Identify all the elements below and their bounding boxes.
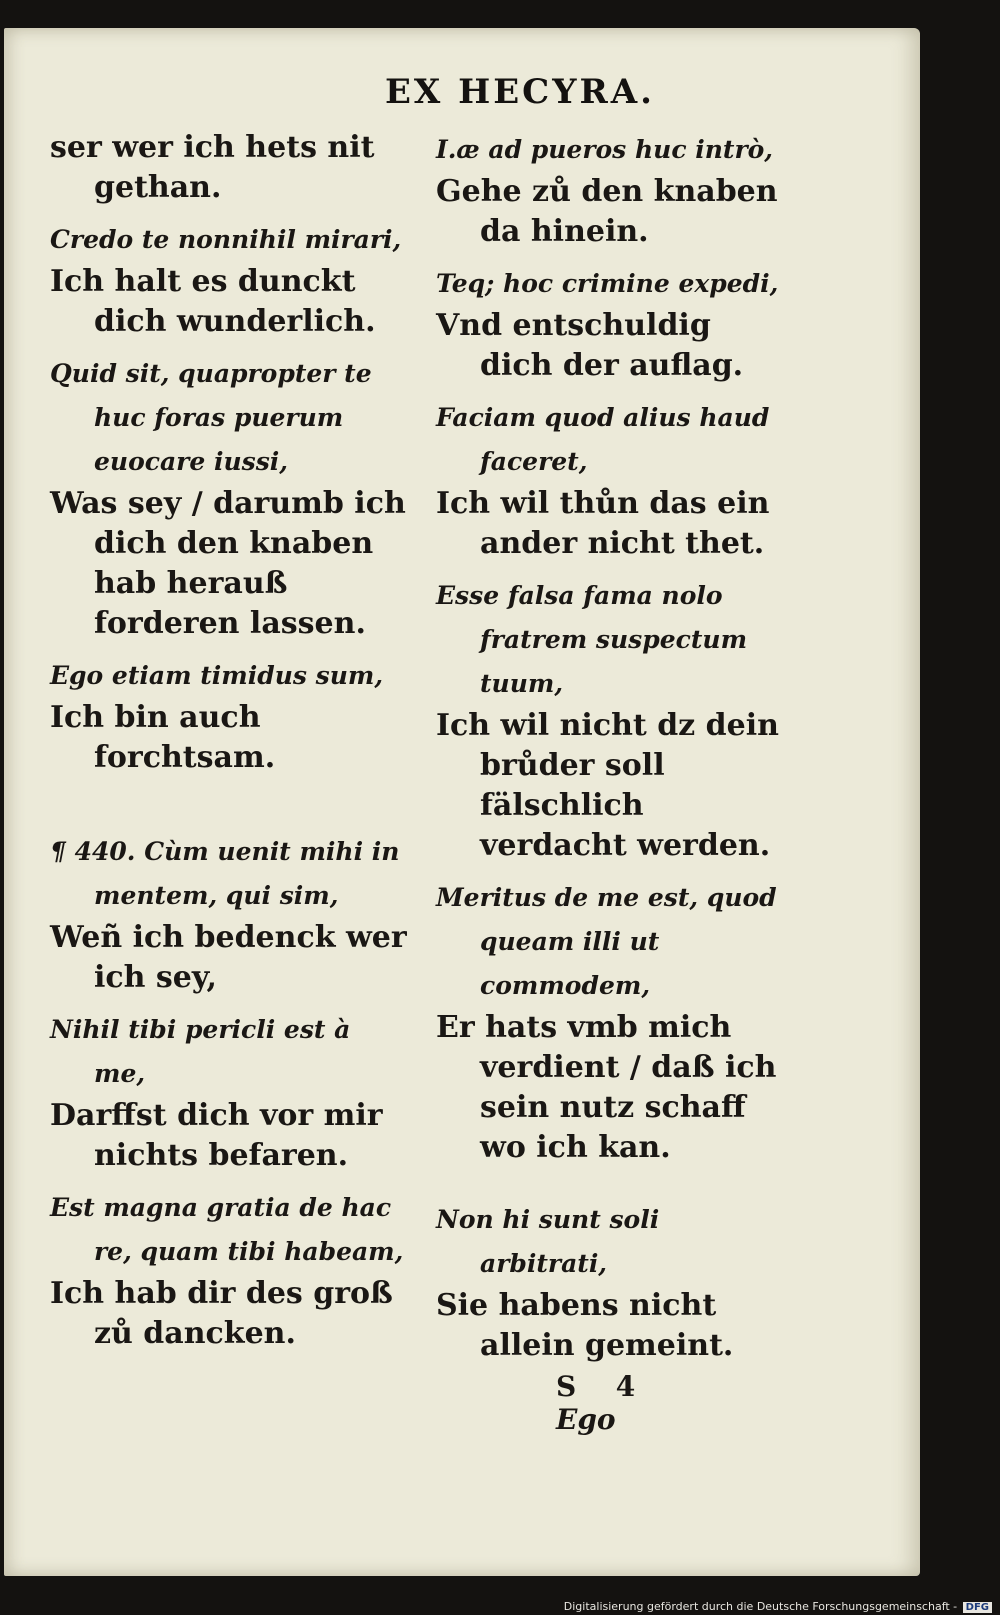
latin-line: Est magna gratia de hac re, quam tibi habeam,: [50, 1193, 404, 1266]
german-line: Er hats vmb mich verdient / daß ich sein nutz schaff wo ich kan.: [436, 1010, 777, 1165]
german-line: Darffst dich vor mir nichts befaren.: [50, 1098, 383, 1173]
latin-line: Teq; hoc crimine expedi,: [436, 269, 779, 298]
dfg-logo[interactable]: DFG: [963, 1602, 992, 1613]
latin-line: Meritus de me est, quod queam illi ut commodem,: [436, 883, 777, 1000]
latin-line-section-440: ¶ 440. Cùm uenit mihi in mentem, qui sim,: [50, 837, 400, 910]
digitization-credit: [564, 1600, 992, 1613]
german-line: Ich bin auch forchtsam.: [50, 700, 276, 775]
latin-line: Nihil tibi pericli est à me,: [50, 1015, 351, 1088]
german-line: Sie habens nicht allein gemeint.: [436, 1288, 734, 1363]
section-gap: [50, 788, 410, 830]
german-line: Gehe zů den knaben da hinein.: [436, 174, 778, 249]
german-line: Was sey / darumb ich dich den knaben hab herauß forderen lassen.: [50, 486, 406, 641]
german-line: Weñ ich bedenck wer ich sey,: [50, 920, 407, 995]
credit-text: Digitalisierung gefördert durch die Deutsche Forschungsgemeinschaft -: [563, 1600, 958, 1613]
german-line: Vnd entschuldig dich der auflag.: [436, 308, 744, 383]
german-line: Ich halt es dunckt dich wunderlich.: [50, 264, 376, 339]
right-column: [436, 128, 786, 1376]
catchword: Ego: [556, 1403, 616, 1436]
latin-line: I.æ ad pueros huc intrò,: [436, 135, 774, 164]
page-footer: [556, 1370, 786, 1436]
signature-mark: S: [556, 1370, 577, 1403]
german-line: Ich wil nicht dz dein brůder soll fälschlich verdacht werden.: [436, 708, 779, 863]
german-line: ser wer ich hets nit gethan.: [50, 130, 375, 205]
latin-line: Credo te nonnihil mirari,: [50, 225, 402, 254]
section-gap: [436, 1178, 786, 1198]
german-line: Ich wil thůn das ein ander nicht thet.: [436, 486, 770, 561]
signature-number: 4: [615, 1370, 636, 1403]
latin-line: Quid sit, quapropter te huc foras puerum euocare iussi,: [50, 359, 372, 476]
latin-line: Faciam quod alius haud faceret,: [436, 403, 770, 476]
latin-line: Ego etiam timidus sum,: [50, 661, 384, 690]
latin-line: Esse falsa fama nolo fratrem suspectum tuum,: [436, 581, 748, 698]
german-line: Ich hab dir des groß zů dancken.: [50, 1276, 393, 1351]
running-header: EX HECYRA.: [385, 72, 655, 112]
left-column: [50, 128, 410, 1364]
latin-line: Non hi sunt soli arbitrati,: [436, 1205, 660, 1278]
